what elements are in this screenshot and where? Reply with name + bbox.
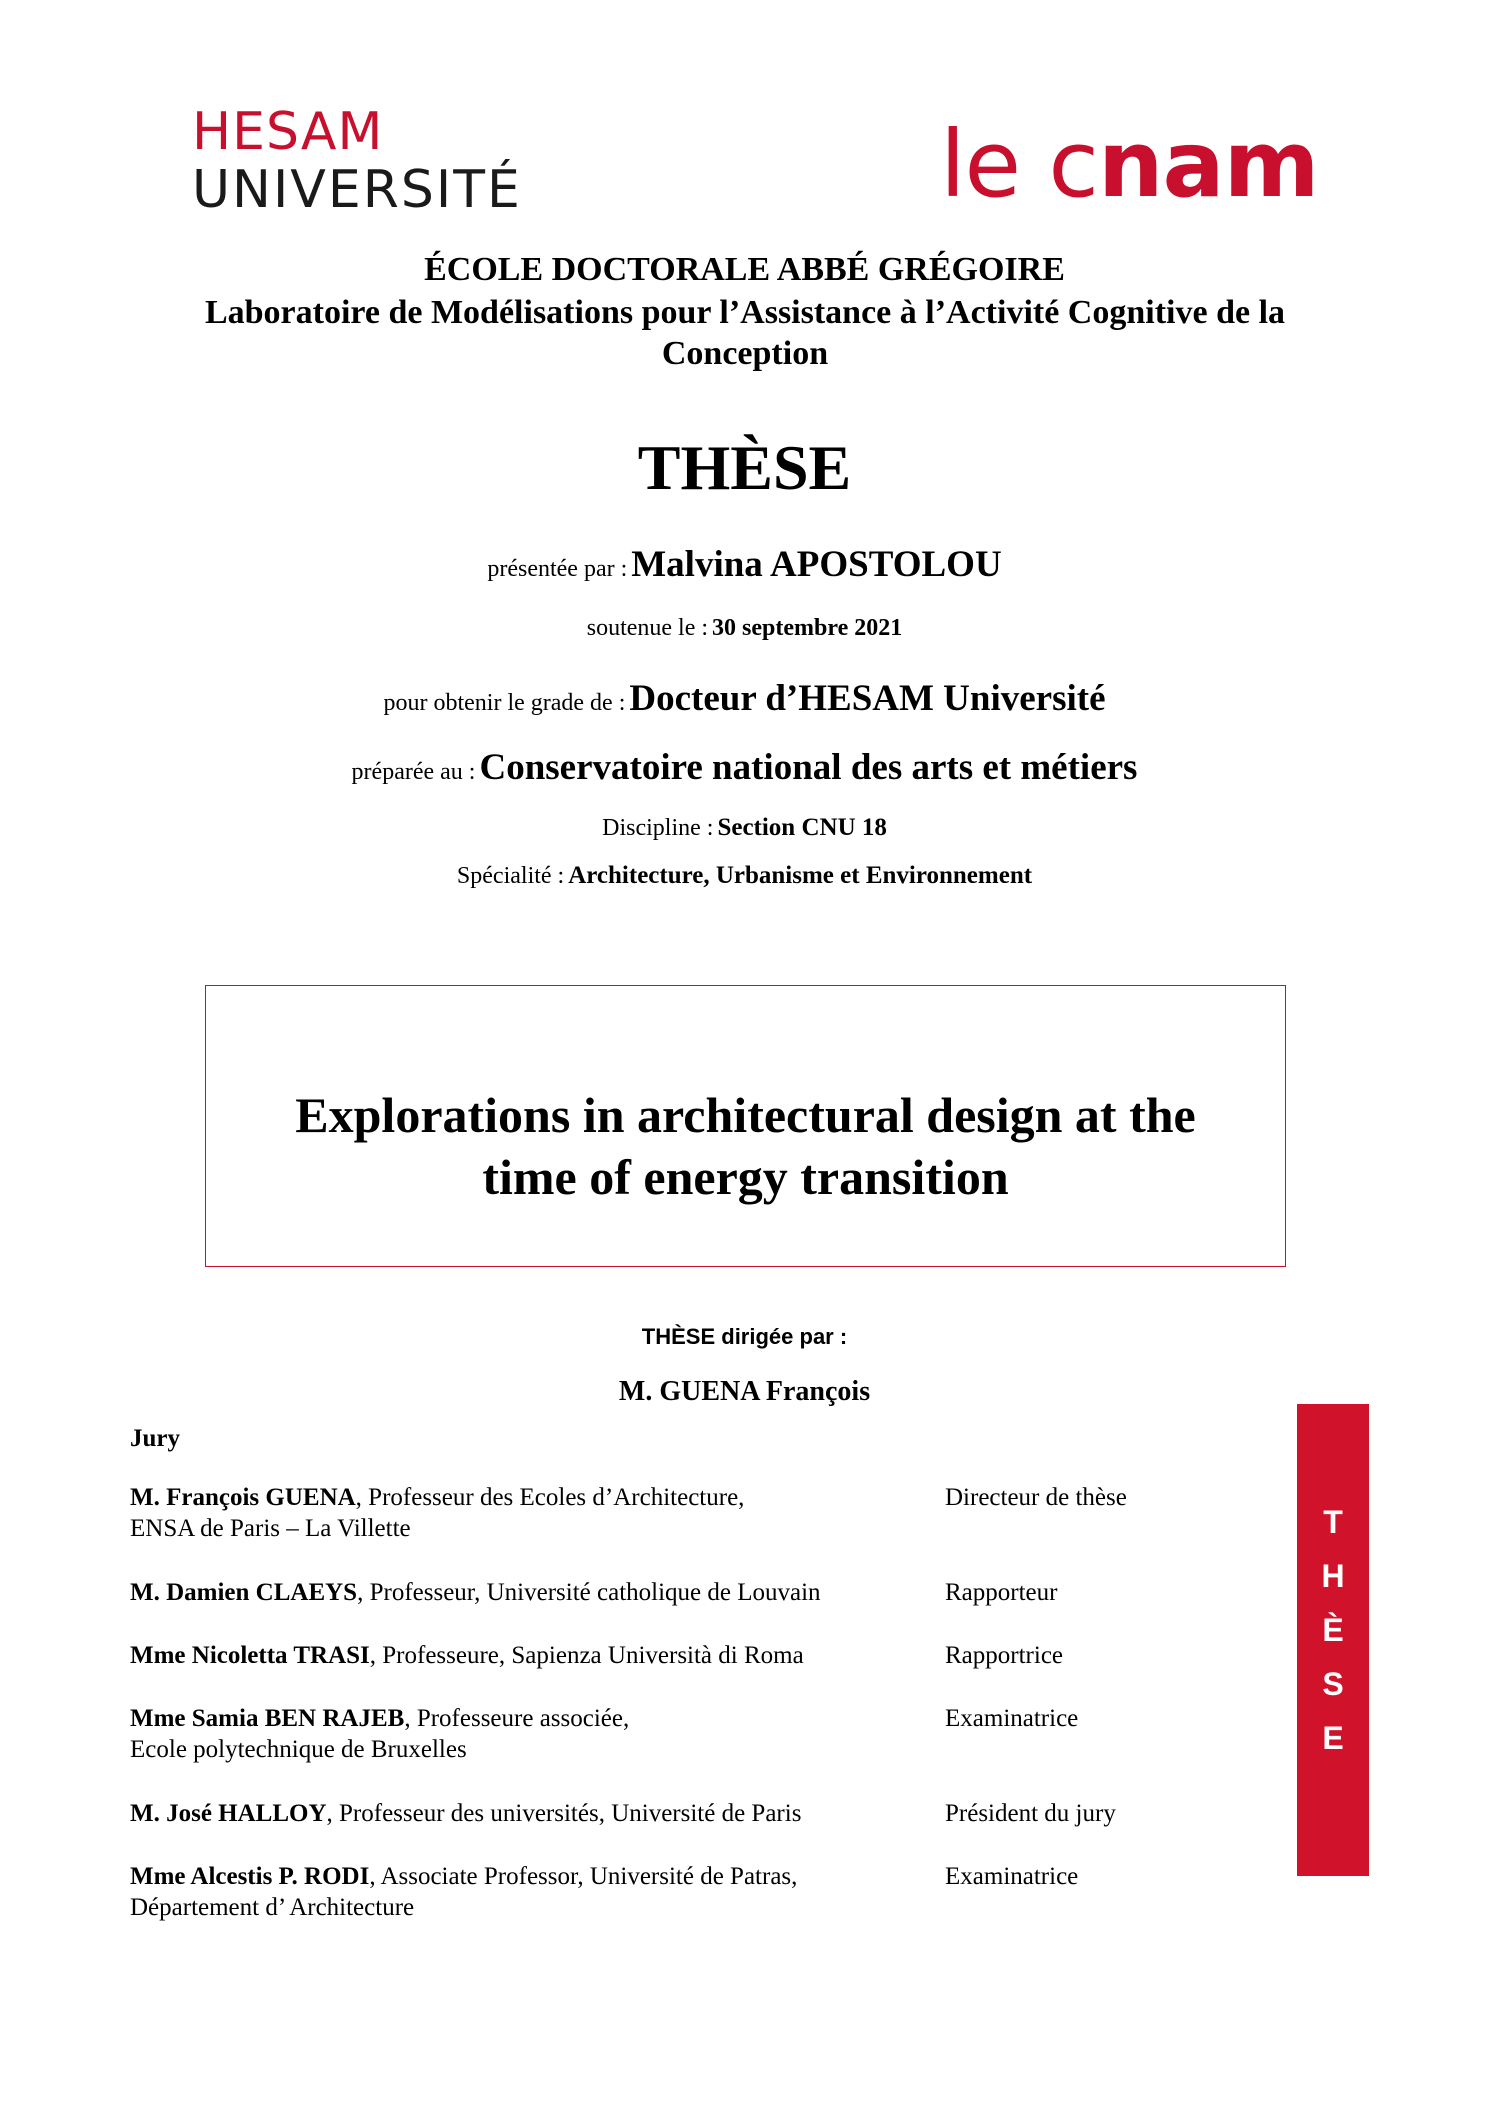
sidebar-letter: T [1323, 1504, 1343, 1540]
jury-member [130, 1798, 930, 1829]
presented-by-row [0, 540, 1489, 597]
jury-member-affiliation: Département d’ Architecture [130, 1894, 415, 1921]
hesam-universite-logo [184, 102, 554, 222]
degree-value: Docteur d’HESAM Université [629, 678, 1106, 719]
laboratory-name: Laboratoire de Modélisations pour l’Assistance à l’Activité Cognitive de la Conception [204, 294, 1286, 372]
jury-member-title: , Professeure associée, [404, 1705, 630, 1732]
jury-member-affiliation: Ecole polytechnique de Bruxelles [130, 1736, 467, 1763]
jury-member-role: Examinatrice [945, 1705, 1079, 1732]
director-name: M. GUENA François [618, 1376, 871, 1407]
these-sidebar-banner [1297, 1404, 1369, 1876]
jury-member-name: M. François GUENA [130, 1484, 356, 1511]
jury-member-role: Président du jury [945, 1800, 1116, 1827]
jury-member-name: M. Damien CLAEYS [130, 1579, 358, 1606]
jury-member-role: Rapportrice [945, 1642, 1064, 1669]
hesam-logo-line1: HESAM [192, 102, 384, 162]
discipline-value: Section CNU 18 [717, 814, 887, 841]
jury-member-title: , Professeure, Sapienza Università di Roma [369, 1642, 804, 1669]
prepared-at-label: préparée au : [351, 759, 476, 785]
jury-member-title: , Professeur des Ecoles d’Architecture, [355, 1484, 745, 1511]
discipline-label: Discipline : [602, 815, 714, 841]
jury-member [130, 1577, 930, 1608]
jury-member-name: Mme Nicoletta TRASI [130, 1642, 370, 1669]
document-type-heading: THÈSE [637, 432, 852, 503]
author-name: Malvina APOSTOLOU [631, 544, 1002, 585]
institution-name: Conservatoire national des arts et métiers [479, 747, 1138, 788]
prepared-at-row [0, 743, 1489, 800]
specialty-value: Architecture, Urbanisme et Environnement [568, 862, 1033, 889]
sidebar-letter: È [1322, 1612, 1344, 1648]
thesis-title-line2: time of energy transition [482, 1149, 1009, 1205]
jury-member [130, 1861, 930, 1923]
jury-member [130, 1703, 930, 1765]
degree-row [0, 674, 1489, 731]
jury-member-role: Directeur de thèse [945, 1484, 1127, 1511]
sidebar-letter: H [1321, 1558, 1345, 1594]
jury-member [130, 1482, 930, 1544]
jury-member-name: Mme Samia BEN RAJEB [130, 1705, 405, 1732]
jury-member-role: Rapporteur [945, 1579, 1058, 1606]
doctoral-school: ÉCOLE DOCTORALE ABBÉ GRÉGOIRE [424, 251, 1065, 288]
defense-date: 30 septembre 2021 [712, 615, 903, 641]
thesis-title [206, 1084, 1285, 1208]
directed-by-label: THÈSE dirigée par : [641, 1324, 848, 1349]
discipline-row [0, 810, 1489, 849]
thesis-title-box [205, 985, 1286, 1267]
jury-member-name: Mme Alcestis P. RODI [130, 1863, 370, 1890]
cnam-logo-part1: le c [940, 111, 1098, 218]
hesam-logo-line2: UNIVERSITÉ [192, 160, 522, 220]
jury-member-affiliation: ENSA de Paris – La Villette [130, 1515, 411, 1542]
thesis-title-line1: Explorations in architectural design at the [295, 1087, 1196, 1143]
defense-date-label: soutenue le : [586, 615, 709, 641]
jury-member [130, 1640, 930, 1671]
specialty-label: Spécialité : [456, 863, 565, 889]
jury-member-title: , Associate Professor, Université de Patras, [369, 1863, 798, 1890]
presented-by-label: présentée par : [487, 556, 628, 582]
degree-label: pour obtenir le grade de : [383, 690, 626, 716]
jury-member-name: M. José HALLOY [130, 1800, 327, 1827]
le-cnam-logo [940, 110, 1318, 220]
specialty-row [0, 858, 1489, 897]
cnam-logo-part2: nam [1098, 111, 1319, 218]
jury-member-role: Examinatrice [945, 1863, 1079, 1890]
defense-date-row [0, 610, 1489, 649]
jury-label: Jury [130, 1425, 180, 1452]
sidebar-letter: S [1322, 1666, 1344, 1702]
jury-member-title: , Professeur, Université catholique de Louvain [357, 1579, 821, 1606]
sidebar-letter: E [1322, 1720, 1344, 1756]
jury-member-title: , Professeur des universités, Université de Paris [326, 1800, 802, 1827]
